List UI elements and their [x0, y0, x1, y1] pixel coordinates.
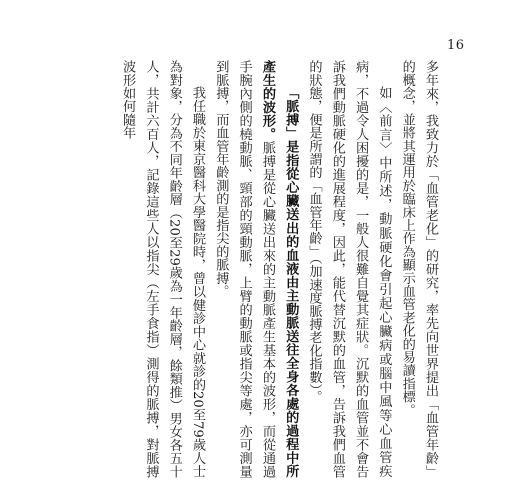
page-number: 16: [447, 38, 465, 53]
paragraph-1: 多年來，我致力於「血管老化」的研究，率先向世界提出「血管年齡」的概念，並將其運用於臨床上作為顯示血管老化的易讀指標。: [399, 60, 438, 478]
vertical-text-body: [72, 60, 442, 478]
paragraph-3: [209, 60, 302, 478]
paragraph-2: 如〈前言〉中所述，動脈硬化會引起心臟病或腦中風等心血管疾病，不過令人困擾的是，一般人很難自覺其症狀。沉默的血管並不會告訴我們動脈硬化的進展程度，因此，能代替沉默的血管，告訴我們血管的狀態，便是所謂的「血管年齡」（加速度脈搏老化指數）。: [306, 60, 392, 478]
pulse-explanation: 脈搏是從心臟送出來的主動脈產生基本的波形，而從通過手腕內側的橈動脈、頸部的頸動脈，上臂的動脈或指尖等處，亦可測量到脈搏，而血管年齡測的是指尖的脈搏。: [213, 60, 275, 478]
pulse-term: 「脈搏」: [283, 86, 299, 141]
pulse-definition: 是指從心臟送出的血液由主動脈送往全身各處的過程中所產生的波形。: [259, 60, 299, 478]
paragraph-4: 我任職於東京醫科大學醫院時，曾以健診中心就診的20至79歲人士為對象，分為不同年齡層（20至29歲為一年齡層，餘類推）男女各五十人，共計六百人，記錄這些人以指尖（左手食指）測得的脈搏，對脈搏波形如何隨年: [120, 60, 206, 478]
